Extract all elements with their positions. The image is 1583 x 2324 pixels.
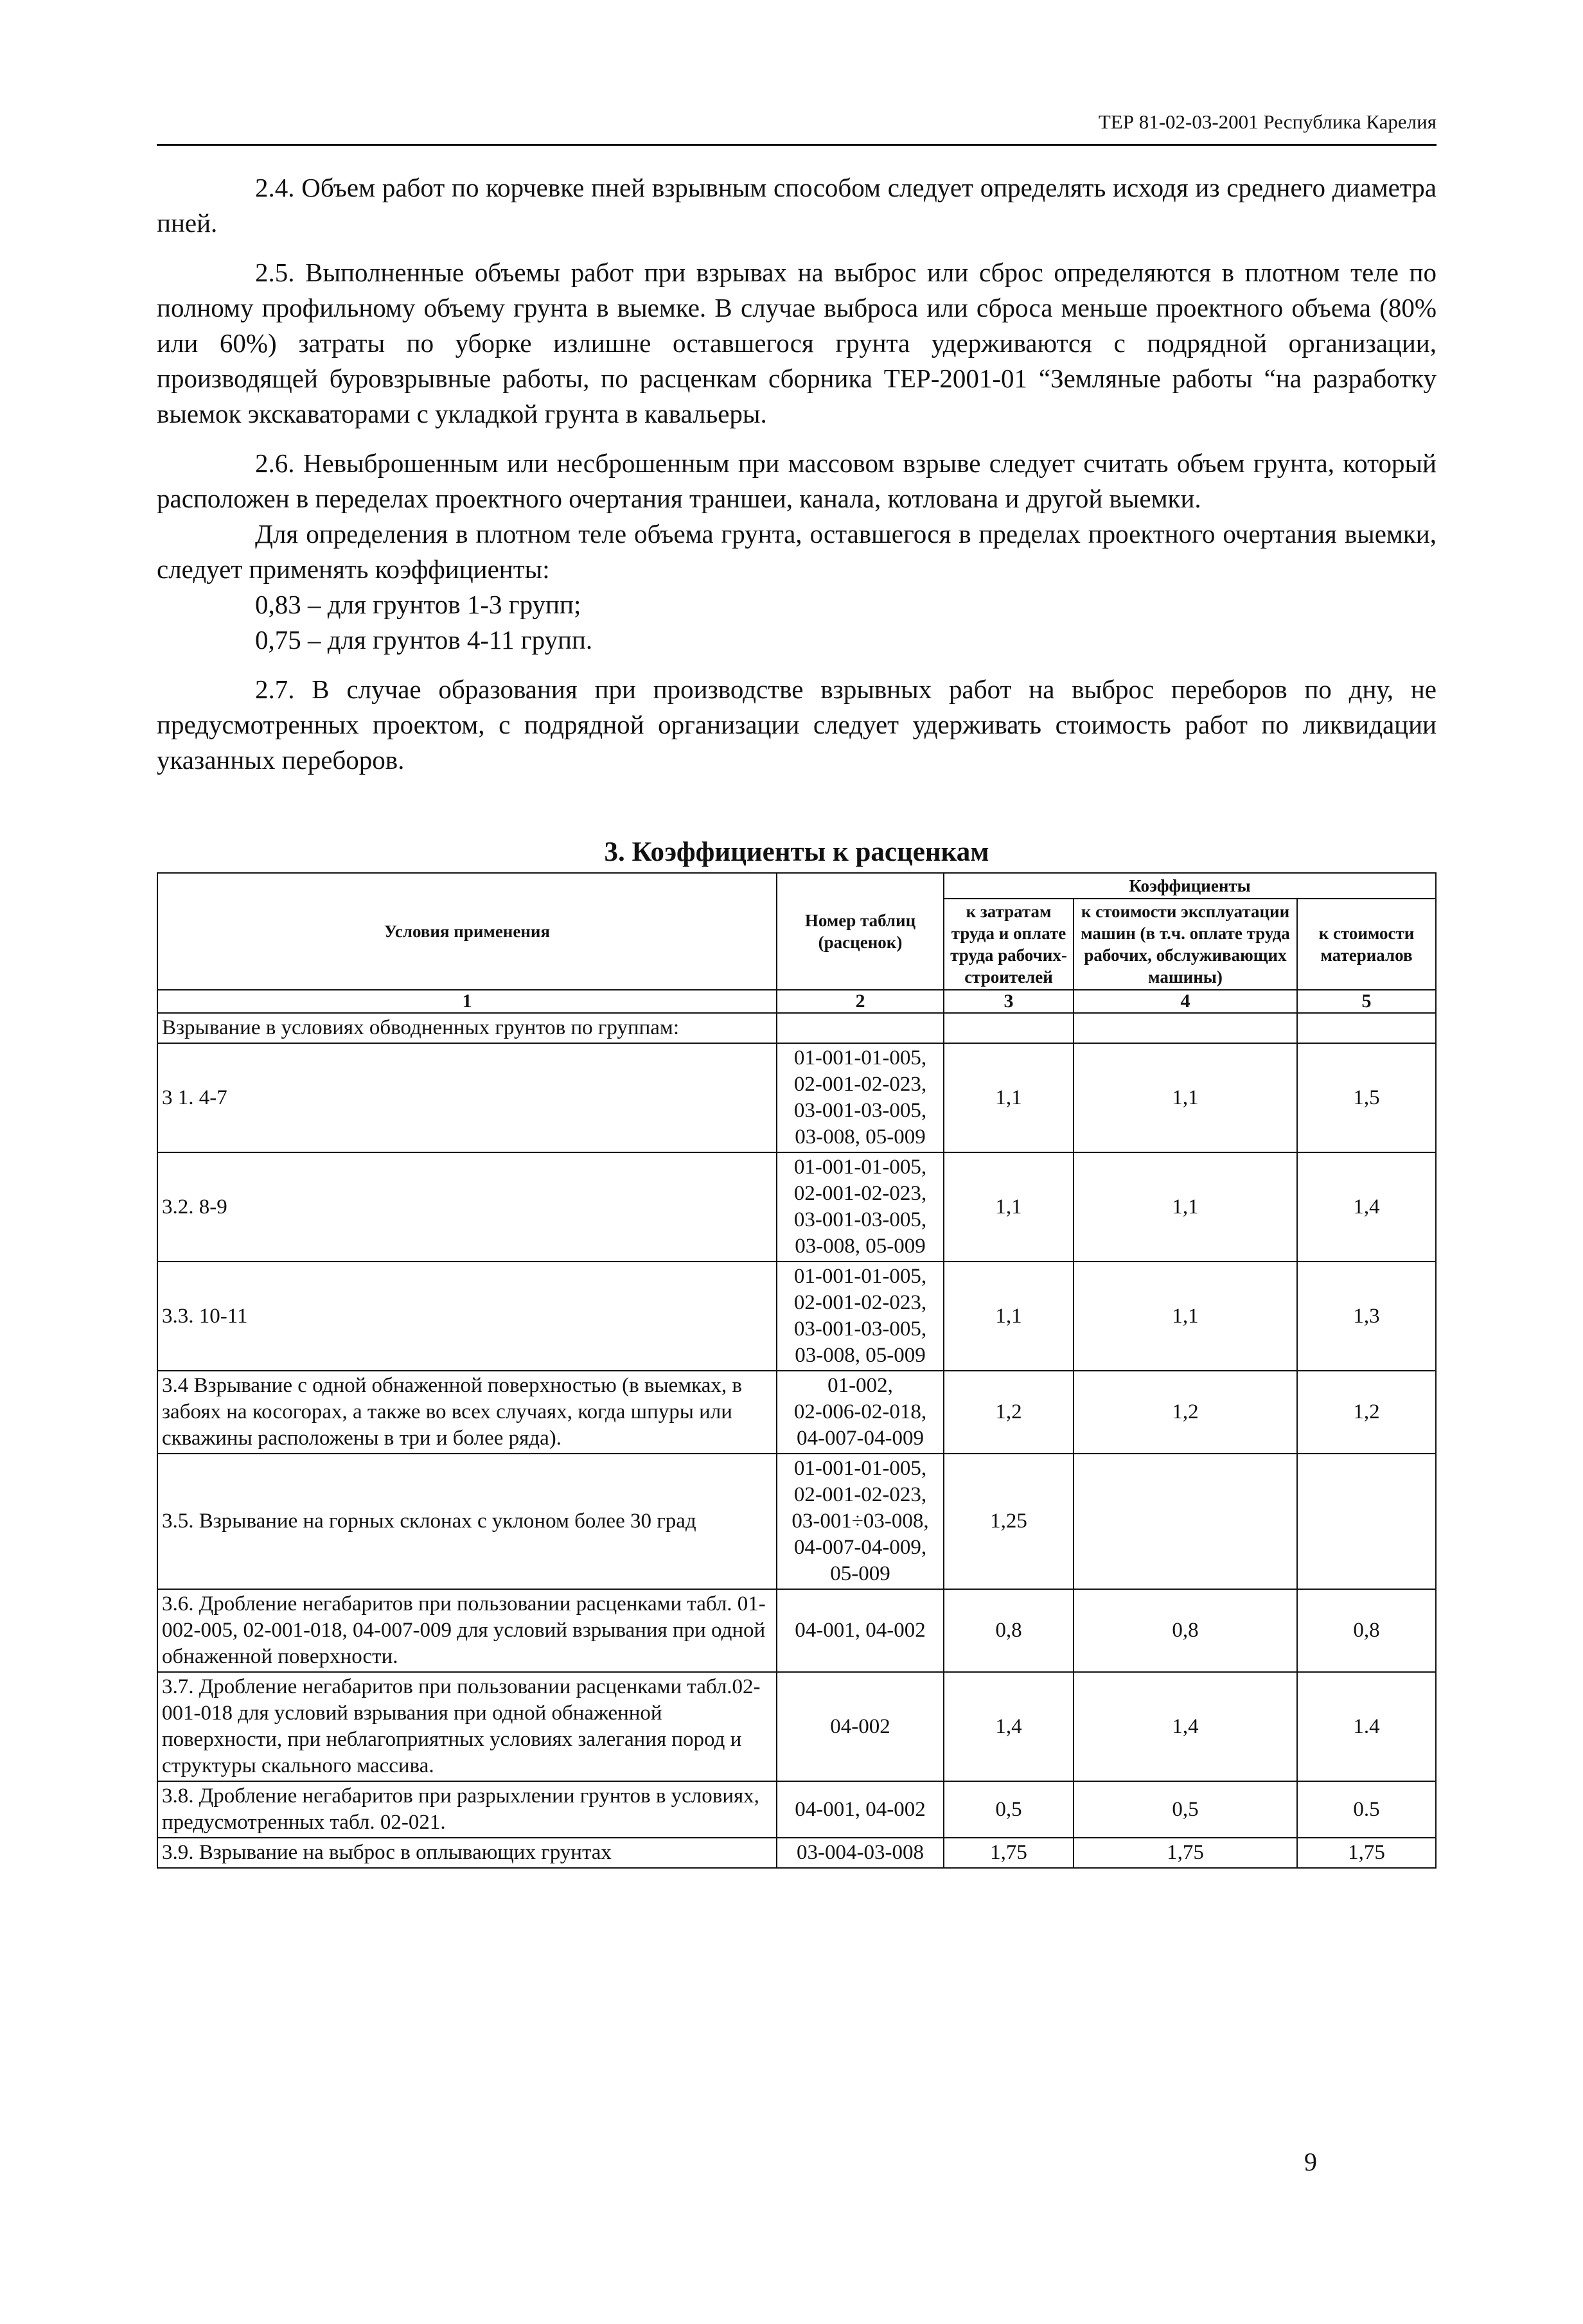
row-materials-coef: 0,8 xyxy=(1297,1589,1436,1672)
row-materials-coef: 1,3 xyxy=(1297,1262,1436,1371)
table-number-line: 01-002, xyxy=(827,1374,893,1397)
table-number-line: 02-001-02-023, xyxy=(793,1073,927,1096)
table-row xyxy=(157,1781,1436,1838)
header-labor: к затратам труда и оплате труда рабочих-строителей xyxy=(944,899,1074,990)
table-number-line: 04-002 xyxy=(830,1714,890,1738)
row-labor-coef: 0,8 xyxy=(944,1589,1074,1672)
row-labor-coef: 1,1 xyxy=(944,1262,1074,1371)
table-number-line: 01-001-01-005, xyxy=(793,1046,927,1070)
table-number-line: 03-001-03-005, xyxy=(793,1099,927,1122)
row-condition: 3.9. Взрывание на выброс в оплывающих грунтах xyxy=(157,1838,777,1868)
row-table-numbers xyxy=(777,1781,944,1838)
row-machines-coef xyxy=(1074,1454,1297,1589)
header-coefficients: Коэффициенты xyxy=(944,873,1436,899)
row-labor-coef: 1,1 xyxy=(944,1152,1074,1262)
row-materials-coef: 1,4 xyxy=(1297,1152,1436,1262)
table-number-line: 04-001, 04-002 xyxy=(795,1797,926,1821)
header-table-number: Номер таблиц (расценок) xyxy=(777,873,944,990)
header-machines: к стоимости эксплуатации машин (в т.ч. оплате труда рабочих, обслуживающих машины) xyxy=(1074,899,1297,990)
row-condition: 3.4 Взрывание с одной обнаженной поверхностью (в выемках, в забоях на косогорах, а также во всех случаях, когда шпуры или скважины расположены в три и более ряда). xyxy=(157,1371,777,1454)
table-row xyxy=(157,1262,1436,1371)
row-table-numbers xyxy=(777,1672,944,1781)
paragraph-2-7: 2.7. В случае образования при производстве взрывных работ на выброс переборов по дну, не предусмотренных проектом, с подрядной организации следует удерживать стоимость работ по ликвидации указанных переборов. xyxy=(157,674,1437,775)
column-numbers-row xyxy=(157,990,1436,1013)
table-number-line: 02-001-02-023, xyxy=(793,1291,927,1314)
table-row xyxy=(157,1589,1436,1672)
table-row xyxy=(157,1838,1436,1868)
header-conditions: Условия применения xyxy=(157,873,777,990)
row-materials-coef: 0.5 xyxy=(1297,1781,1436,1838)
row-materials-coef: 1,5 xyxy=(1297,1043,1436,1152)
row-materials-coef xyxy=(1297,1454,1436,1589)
table-number-line: 03-008, 05-009 xyxy=(795,1125,926,1149)
table-number-line: 04-007-04-009 xyxy=(797,1427,924,1450)
table-row xyxy=(157,1043,1436,1152)
row-condition: 3.6. Дробление негабаритов при пользовании расценками табл. 01-002-005, 02-001-018, 04-007-009 для условий взрывания при одной обнаженной поверхности. xyxy=(157,1589,777,1672)
row-materials-coef: 1,75 xyxy=(1297,1838,1436,1868)
table-number-line: 04-007-04-009, xyxy=(793,1536,927,1559)
table-number-line: 02-001-02-023, xyxy=(793,1483,927,1506)
row-table-numbers xyxy=(777,1043,944,1152)
paragraph-2-6: 2.6. Невыброшенным или несброшенным при массовом взрыве следует считать объем грунта, который расположен в переделах проектного очертания траншеи, канала, котлована и другой выемки. xyxy=(157,448,1437,513)
group-row xyxy=(157,1013,1436,1043)
column-number: 3 xyxy=(944,990,1074,1013)
table-number-line: 01-001-01-005, xyxy=(793,1265,927,1288)
column-number: 4 xyxy=(1074,990,1297,1013)
table-number-line: 02-001-02-023, xyxy=(793,1182,927,1205)
header-divider xyxy=(157,144,1437,146)
paragraph-coefficients-intro: Для определения в плотном теле объема грунта, оставшегося в пределах проектного очертания выемки, следует применять коэффициенты: xyxy=(157,519,1437,584)
row-materials-coef: 1.4 xyxy=(1297,1672,1436,1781)
row-table-numbers xyxy=(777,1152,944,1262)
coefficient-line-2: 0,75 – для грунтов 4-11 групп. xyxy=(255,625,593,655)
group-row-label: Взрывание в условиях обводненных грунтов по группам: xyxy=(157,1013,777,1043)
table-number-line: 03-008, 05-009 xyxy=(795,1235,926,1258)
table-number-line: 03-001-03-005, xyxy=(793,1208,927,1231)
table-number-line: 04-001, 04-002 xyxy=(795,1619,926,1642)
row-machines-coef: 1,1 xyxy=(1074,1043,1297,1152)
row-machines-coef: 0,8 xyxy=(1074,1589,1297,1672)
coefficient-line-1: 0,83 – для грунтов 1-3 групп; xyxy=(255,590,581,619)
row-materials-coef: 1,2 xyxy=(1297,1371,1436,1454)
table-title: 3. Коэффициенты к расценкам xyxy=(604,837,989,867)
row-labor-coef: 1,4 xyxy=(944,1672,1074,1781)
row-table-numbers xyxy=(777,1371,944,1454)
table-row xyxy=(157,1371,1436,1454)
row-condition: 3.7. Дробление негабаритов при пользовании расценками табл.02-001-018 для условий взрывания при одной обнаженной поверхности, при неблагоприятных условиях залегания пород и структуры скального массива. xyxy=(157,1672,777,1781)
table-number-line: 03-001-03-005, xyxy=(793,1317,927,1341)
table-number-line: 03-008, 05-009 xyxy=(795,1344,926,1367)
header-materials: к стоимости материалов xyxy=(1297,899,1436,990)
row-table-numbers xyxy=(777,1454,944,1589)
row-table-numbers xyxy=(777,1262,944,1371)
row-labor-coef: 1,1 xyxy=(944,1043,1074,1152)
table-number-line: 05-009 xyxy=(830,1562,890,1585)
row-condition: 3 1. 4-7 xyxy=(157,1043,777,1152)
table-number-line: 01-001-01-005, xyxy=(793,1156,927,1179)
table-number-line: 01-001-01-005, xyxy=(793,1457,927,1480)
row-machines-coef: 1,1 xyxy=(1074,1262,1297,1371)
row-condition: 3.3. 10-11 xyxy=(157,1262,777,1371)
column-number: 2 xyxy=(777,990,944,1013)
table-number-line: 03-004-03-008 xyxy=(797,1841,924,1864)
document-header: ТЕР 81-02-03-2001 Республика Карелия xyxy=(1098,110,1437,133)
table-number-line: 03-001÷03-008, xyxy=(792,1510,929,1533)
row-machines-coef: 1,4 xyxy=(1074,1672,1297,1781)
row-machines-coef: 0,5 xyxy=(1074,1781,1297,1838)
table-row xyxy=(157,1454,1436,1589)
column-number: 1 xyxy=(157,990,777,1013)
table-row xyxy=(157,1672,1436,1781)
row-condition: 3.5. Взрывание на горных склонах с уклоном более 30 град xyxy=(157,1454,777,1589)
row-machines-coef: 1,75 xyxy=(1074,1838,1297,1868)
row-machines-coef: 1,1 xyxy=(1074,1152,1297,1262)
row-machines-coef: 1,2 xyxy=(1074,1371,1297,1454)
row-table-numbers xyxy=(777,1838,944,1868)
body-text xyxy=(157,170,1437,778)
row-labor-coef: 1,25 xyxy=(944,1454,1074,1589)
coefficients-table xyxy=(157,872,1437,1869)
table-row xyxy=(157,1152,1436,1262)
row-labor-coef: 1,2 xyxy=(944,1371,1074,1454)
paragraph-2-5: 2.5. Выполненные объемы работ при взрывах на выброс или сброс определяются в плотном теле по полному профильному объему грунта в выемке. В случае выброса или сброса меньше проектного объема (80% или 60%) затраты по уборке излишне оставшегося грунта удерживаются с подрядной организации, производящей буровзрывные работы, по расценкам сборника ТЕР-2001-01 “Земляные работы “на разработку выемок экскаваторами с укладкой грунта в кавальеры. xyxy=(157,258,1437,428)
page-number: 9 xyxy=(1304,2147,1317,2176)
column-number: 5 xyxy=(1297,990,1436,1013)
row-table-numbers xyxy=(777,1589,944,1672)
row-condition: 3.8. Дробление негабаритов при разрыхлении грунтов в условиях, предусмотренных табл. 02-021. xyxy=(157,1781,777,1838)
row-condition: 3.2. 8-9 xyxy=(157,1152,777,1262)
row-labor-coef: 1,75 xyxy=(944,1838,1074,1868)
paragraph-2-4: 2.4. Объем работ по корчевке пней взрывным способом следует определять исходя из среднего диаметра пней. xyxy=(157,173,1437,238)
row-labor-coef: 0,5 xyxy=(944,1781,1074,1838)
table-number-line: 02-006-02-018, xyxy=(793,1400,927,1423)
